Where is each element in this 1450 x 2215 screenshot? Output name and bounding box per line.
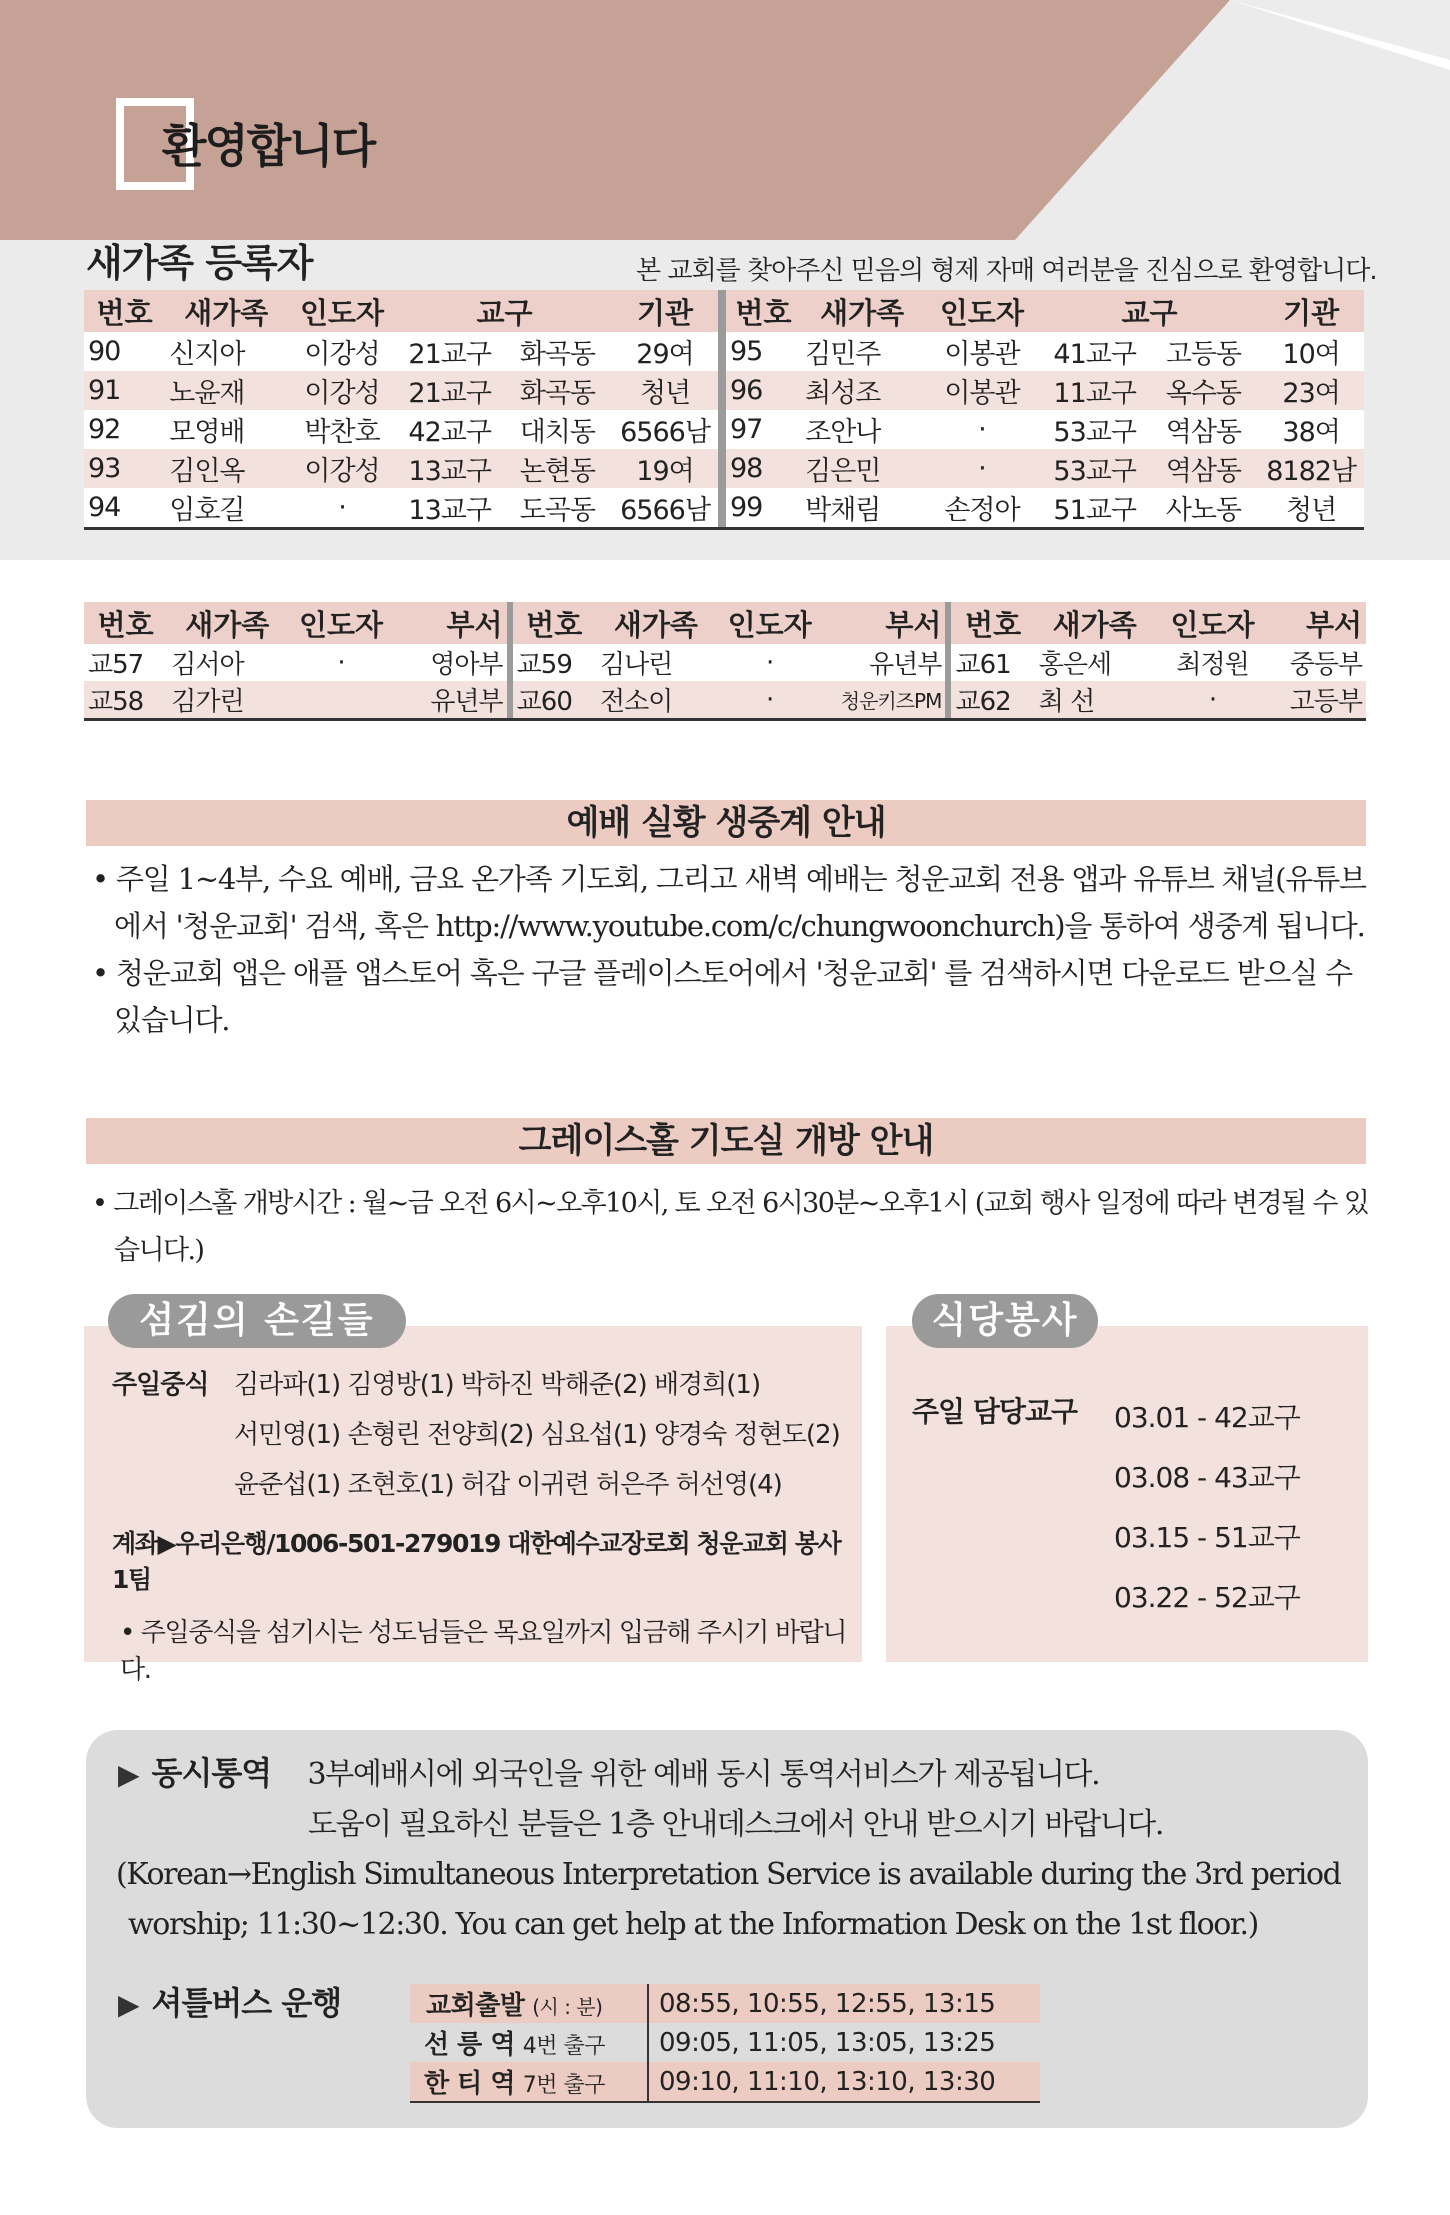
interpretation-line: 3부예배시에 외국인을 위한 예배 동시 통역서비스가 제공됩니다. [307,1757,1100,1792]
cell-name: 김나린 [599,650,673,680]
col-header: 인도자 [287,602,395,644]
col-header: 번호 [951,602,1034,644]
prayer-room-banner: 그레이스홀 기도실 개방 안내 [86,1118,1366,1164]
cell-name: 모영배 [169,417,245,448]
col-header: 새가족 [1035,602,1155,644]
volunteers-line: 김라파(1) 김영방(1) 박하진 박해준(2) 배경희(1) [234,1370,761,1400]
table-row [410,1984,1040,2023]
cell-district: 역삼동 [1149,449,1259,488]
cell-parish: 42교구 [408,417,491,448]
cell-group: 8182남 [1258,449,1364,488]
cell-district: 대치동 [519,417,595,448]
cell-guide: 최정원 [1176,650,1249,680]
col-header: 새가족 [165,290,287,332]
kitchen-label: 주일 담당교구 [912,1395,1078,1428]
cell-parish: 53교구 [1053,417,1136,448]
cell-name: 김민주 [805,339,881,370]
kitchen-list [1114,1388,1300,1628]
col-header: 기관 [1258,290,1364,332]
cell-department: 유년부 [395,681,507,720]
bullet-text: • 청운교회 앱은 애플 앱스토어 혹은 구글 플레이스토어에서 '청운교회' 를 검색하시면 다운로드 받으실 수 있습니다. [92,956,1352,1037]
department-table [84,602,1366,721]
cell-name: 김가린 [167,681,287,720]
col-header: 번호 [84,290,165,332]
cell-group: 6566남 [620,417,710,448]
cell-guide: · [1155,681,1271,720]
list-item: 03.22 - 52교구 [1114,1581,1300,1614]
cell-number: 93 [84,449,165,488]
cell-parish: 13교구 [397,449,503,488]
cell-group: 29여 [636,339,694,370]
cell-name: 신지아 [169,339,245,370]
table-row [410,2062,1040,2102]
shuttle-stop: 한 티 역 7번 출구 [410,2062,648,2102]
table-divider [718,290,726,529]
cell-name: 박채림 [805,495,881,526]
cell-parish: 21교구 [397,371,503,410]
cell-parish: 53교구 [1041,449,1149,488]
cell-group: 청년 [1286,495,1337,526]
cell-number: 92 [88,414,121,445]
cell-group: 38여 [1282,417,1340,448]
cell-group: 10여 [1282,339,1340,370]
volunteers-label: 주일중식 [112,1370,209,1400]
cell-number: 96 [726,371,801,410]
volunteers-note: • 주일중식을 섬기시는 성도님들은 목요일까지 입금해 주시기 바랍니다. [120,1618,847,1685]
cell-name: 노윤재 [165,371,287,410]
volunteers-line: 서민영(1) 손형린 전양희(2) 심요섭(1) 양경숙 정현도(2) [234,1420,840,1450]
triangle-right-icon: ▶ [118,1758,140,1791]
cell-name: 김인옥 [165,449,287,488]
cell-number: 교59 [516,650,572,680]
livestream-bullets [92,856,1382,1044]
shuttle-table [410,1984,1040,2103]
cell-district: 화곡동 [503,371,613,410]
livestream-banner: 예배 실황 생중계 안내 [86,800,1366,846]
shuttle-times: 09:05, 11:05, 13:05, 13:25 [659,2027,996,2058]
col-header: 번호 [513,602,596,644]
cell-number: 교62 [951,681,1034,720]
cell-number: 99 [729,492,763,523]
cell-department: 고등부 [1270,681,1366,720]
col-header: 번호 [84,602,167,644]
cell-guide: 이강성 [287,371,397,410]
shuttle-label: 셔틀버스 운행 [151,1984,342,2022]
cell-parish: 51교구 [1053,495,1136,526]
shuttle-times: 09:10, 11:10, 13:10, 13:30 [648,2062,1040,2102]
volunteers-content [112,1360,852,1686]
bullet-text: • 주일 1~4부, 수요 예배, 금요 온가족 기도회, 그리고 새벽 예배는 청운교회 전용 앱과 유튜브 채널(유튜브에서 '청운교회' 검색, 혹은 http://www.youtube.com/c/chungwoonchurch)을 통하여 생중계 됩니다. [92,862,1366,943]
col-header: 번호 [726,290,801,332]
col-header: 새가족 [596,602,716,644]
col-header: 교구 [397,290,612,332]
cell-name: 임호길 [169,495,245,526]
col-header: 인도자 [1155,602,1271,644]
cell-number: 90 [88,336,121,367]
cell-number: 98 [726,449,801,488]
cell-district: 고등동 [1165,339,1241,370]
cell-parish: 11교구 [1041,371,1149,410]
cell-parish: 21교구 [408,339,491,370]
cell-guide: 이강성 [287,449,397,488]
cell-name: 전소이 [596,681,716,720]
cell-department: 청운키즈PM [823,681,945,720]
shuttle-stop: 교회출발 (시 : 분) [410,1984,648,2023]
cell-guide: 이강성 [304,339,380,370]
cell-guide: · [766,647,774,678]
cell-department: 유년부 [869,650,942,680]
page-title: 환영합니다 [162,119,375,173]
bullet-text: • 그레이스홀 개방시간 : 월~금 오전 6시~오후10시, 토 오전 6시30분~오후1시 (교회 행사 일정에 따라 변경될 수 있습니다.) [92,1188,1369,1266]
shuttle-heading [118,1978,341,2024]
cell-guide: 손정아 [944,495,1020,526]
col-header: 새가족 [801,290,923,332]
cell-group: 19여 [612,449,718,488]
cell-guide: 박찬호 [304,417,380,448]
registration-table [84,290,1364,530]
cell-guide: · [716,681,824,720]
list-item: 03.15 - 51교구 [1114,1521,1300,1554]
registration-table-wrap [84,290,1364,530]
triangle-right-icon: ▶ [118,1988,140,2021]
cell-name: 최 선 [1035,681,1155,720]
col-header: 새가족 [167,602,287,644]
kitchen-badge: 식당봉사 [912,1294,1098,1348]
cell-number: 94 [88,492,121,523]
account-info: 계좌▶우리은행/1006-501-279019 대한예수교장로회 청운교회 봉사1팀 [112,1529,841,1594]
cell-group: 23여 [1258,371,1364,410]
department-table-wrap [84,602,1366,721]
shuttle-times: 08:55, 10:55, 12:55, 13:15 [648,1984,1040,2023]
cell-department: 중등부 [1289,650,1362,680]
cell-guide: · [978,414,986,445]
cell-number: 교58 [84,681,167,720]
table-row [410,2023,1040,2062]
cell-parish: 41교구 [1053,339,1136,370]
cell-district: 도곡동 [519,495,595,526]
col-header: 교구 [1041,290,1258,332]
cell-guide: 이봉관 [944,339,1020,370]
col-header: 인도자 [923,290,1041,332]
col-header: 인도자 [716,602,824,644]
interpretation-english: worship; 11:30~12:30. You can get help at the Information Desk on the 1st floor.) [128,1907,1258,1942]
col-header: 부서 [395,602,507,644]
list-item: 03.08 - 43교구 [1114,1461,1300,1494]
interpretation-line: 도움이 필요하신 분들은 1층 안내데스크에서 안내 받으시기 바랍니다. [308,1807,1164,1842]
cell-number: 95 [729,336,763,367]
shuttle-stop: 선 릉 역 4번 출구 [410,2023,648,2062]
cell-department: 영아부 [430,650,503,680]
cell-parish: 13교구 [408,495,491,526]
col-header: 기관 [612,290,718,332]
cell-guide: 이봉관 [923,371,1041,410]
cell-number: 91 [84,371,165,410]
volunteers-badge: 섬김의 손길들 [108,1294,406,1348]
cell-name: 김은민 [801,449,923,488]
cell-guide: · [338,492,346,523]
cell-guide: · [337,647,345,678]
col-header: 부서 [823,602,945,644]
table-row [84,681,1366,720]
interpretation-english: (Korean→English Simultaneous Interpretation Service is available during the 3rd period [116,1857,1341,1892]
registration-heading: 새가족 등록자 [86,241,313,285]
cell-district: 화곡동 [519,339,595,370]
shuttle-table-wrap [410,1984,1040,2103]
cell-guide: · [923,449,1041,488]
cell-name: 김서아 [171,650,244,680]
table-row [84,644,1366,681]
cell-district: 역삼동 [1165,417,1241,448]
interpretation-section [118,1748,1340,1950]
cell-group: 6566남 [620,495,710,526]
registration-intro: 본 교회를 찾아주신 믿음의 형제 자매 여러분을 진심으로 환영합니다. [636,256,1377,286]
prayer-room-bullets [92,1180,1382,1274]
cell-district: 논현동 [503,449,613,488]
cell-group: 청년 [612,371,718,410]
volunteers-line: 윤준섭(1) 조현호(1) 허갑 이귀련 허은주 허선영(4) [234,1470,782,1500]
cell-name: 최성조 [801,371,923,410]
cell-number: 교60 [513,681,596,720]
col-header: 부서 [1270,602,1366,644]
cell-number: 교57 [88,650,144,680]
cell-district: 옥수동 [1149,371,1259,410]
cell-number: 교61 [955,650,1011,680]
col-header: 인도자 [287,290,397,332]
cell-number: 97 [729,414,763,445]
cell-guide [287,681,395,720]
list-item: 03.01 - 42교구 [1114,1401,1300,1434]
cell-name: 홍은세 [1038,650,1112,680]
cell-name: 조안나 [805,417,881,448]
cell-district: 사노동 [1165,495,1241,526]
interpretation-label: 동시통역 [151,1754,272,1792]
